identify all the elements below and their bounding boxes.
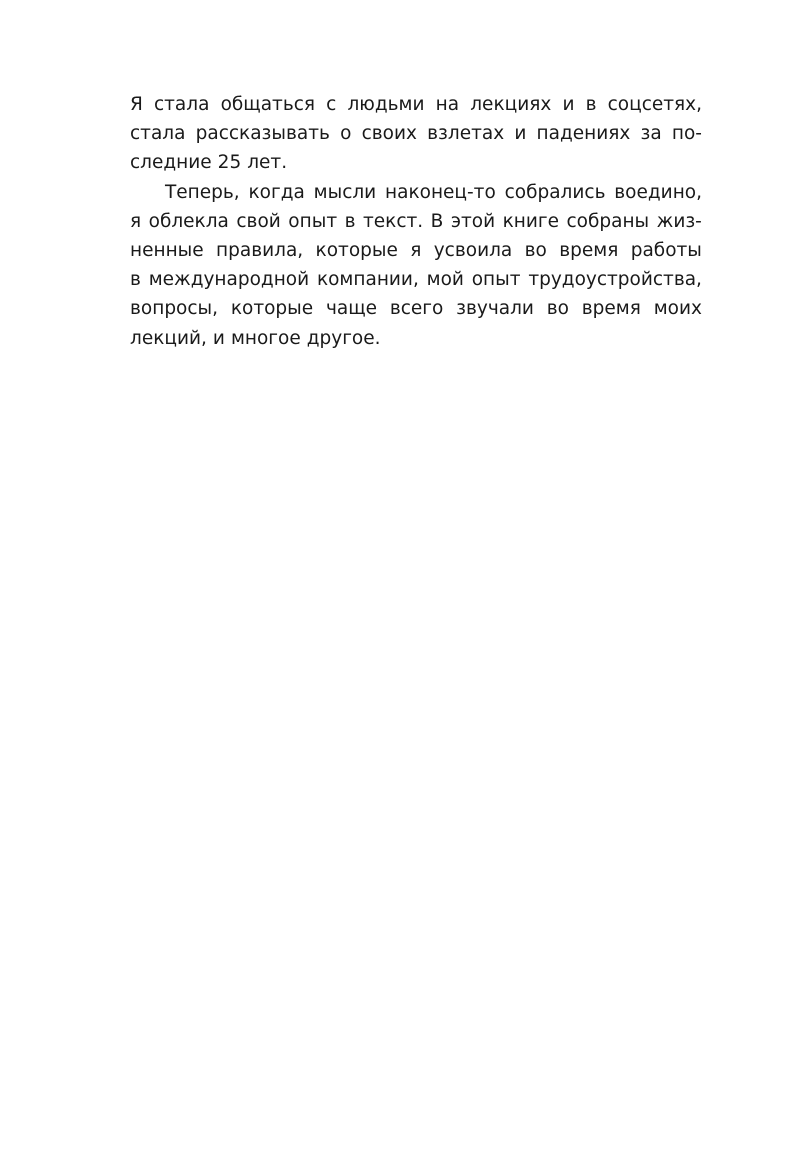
word: о (340, 123, 352, 145)
word: я (410, 239, 422, 261)
word: и (212, 327, 225, 349)
word: наконец-то (385, 181, 496, 203)
word: ненные (130, 239, 204, 261)
word: следние (130, 152, 212, 174)
word: лекций, (130, 327, 207, 349)
word: опыт (288, 210, 338, 232)
text-line (130, 324, 702, 353)
word: я (130, 210, 142, 232)
word: текст. (362, 210, 424, 232)
word: и (514, 123, 527, 145)
text-line (130, 265, 702, 294)
word: воедино, (614, 181, 702, 203)
word: взлетах (427, 123, 505, 145)
word: свой (236, 210, 281, 232)
word: Я (130, 94, 143, 115)
word: общаться (220, 94, 316, 115)
word: звучали (456, 298, 534, 320)
text-line (130, 90, 702, 119)
word: которые (315, 239, 398, 261)
word: жиз- (656, 210, 702, 232)
word: лекциях (470, 94, 552, 115)
paragraph (130, 90, 702, 178)
word: время (581, 298, 641, 320)
word: рассказывать (195, 123, 330, 145)
word: работы (630, 239, 702, 261)
word: многое (230, 327, 301, 349)
word: на (435, 94, 460, 115)
word: чаще (325, 298, 378, 320)
word: книге (502, 210, 559, 232)
word: трудоустройства, (528, 269, 702, 291)
word: моих (653, 298, 702, 320)
word: компании, (316, 269, 419, 291)
word: время (559, 239, 619, 261)
text-line (130, 148, 702, 177)
word: которые (230, 298, 314, 320)
text-line (130, 294, 702, 323)
word: В (430, 210, 444, 232)
word: в (585, 94, 597, 115)
word: когда (248, 181, 305, 203)
word: во (524, 239, 547, 261)
text-line (130, 236, 702, 265)
word: соцсетях, (607, 94, 702, 115)
text-line (130, 178, 702, 207)
word: в (344, 210, 356, 232)
word: за (640, 123, 662, 145)
word: падениях (536, 123, 631, 145)
word: международной (148, 269, 310, 291)
word: опыт (471, 269, 521, 291)
word: лет. (247, 152, 288, 174)
word: мой (426, 269, 464, 291)
text-line (130, 119, 702, 148)
word: во (546, 298, 569, 320)
word: людьми (347, 94, 425, 115)
word: усвоила (433, 239, 513, 261)
word: стала (153, 94, 210, 115)
word: по- (671, 123, 702, 145)
paragraph (130, 178, 702, 353)
word: облекла (148, 210, 229, 232)
word: и (562, 94, 575, 115)
word: всего (389, 298, 444, 320)
word: собрались (504, 181, 606, 203)
word: вопросы, (130, 298, 219, 320)
word: с (326, 94, 337, 115)
word: в (130, 269, 141, 291)
word: своих (361, 123, 417, 145)
word: этой (450, 210, 496, 232)
word: стала (130, 123, 186, 145)
word: 25 (217, 152, 242, 174)
word: Теперь, (165, 181, 240, 203)
word: мысли (313, 181, 377, 203)
text-line (130, 207, 702, 236)
word: собраны (566, 210, 650, 232)
word: правила, (216, 239, 304, 261)
body-text (130, 90, 702, 353)
word: другое. (306, 327, 381, 349)
